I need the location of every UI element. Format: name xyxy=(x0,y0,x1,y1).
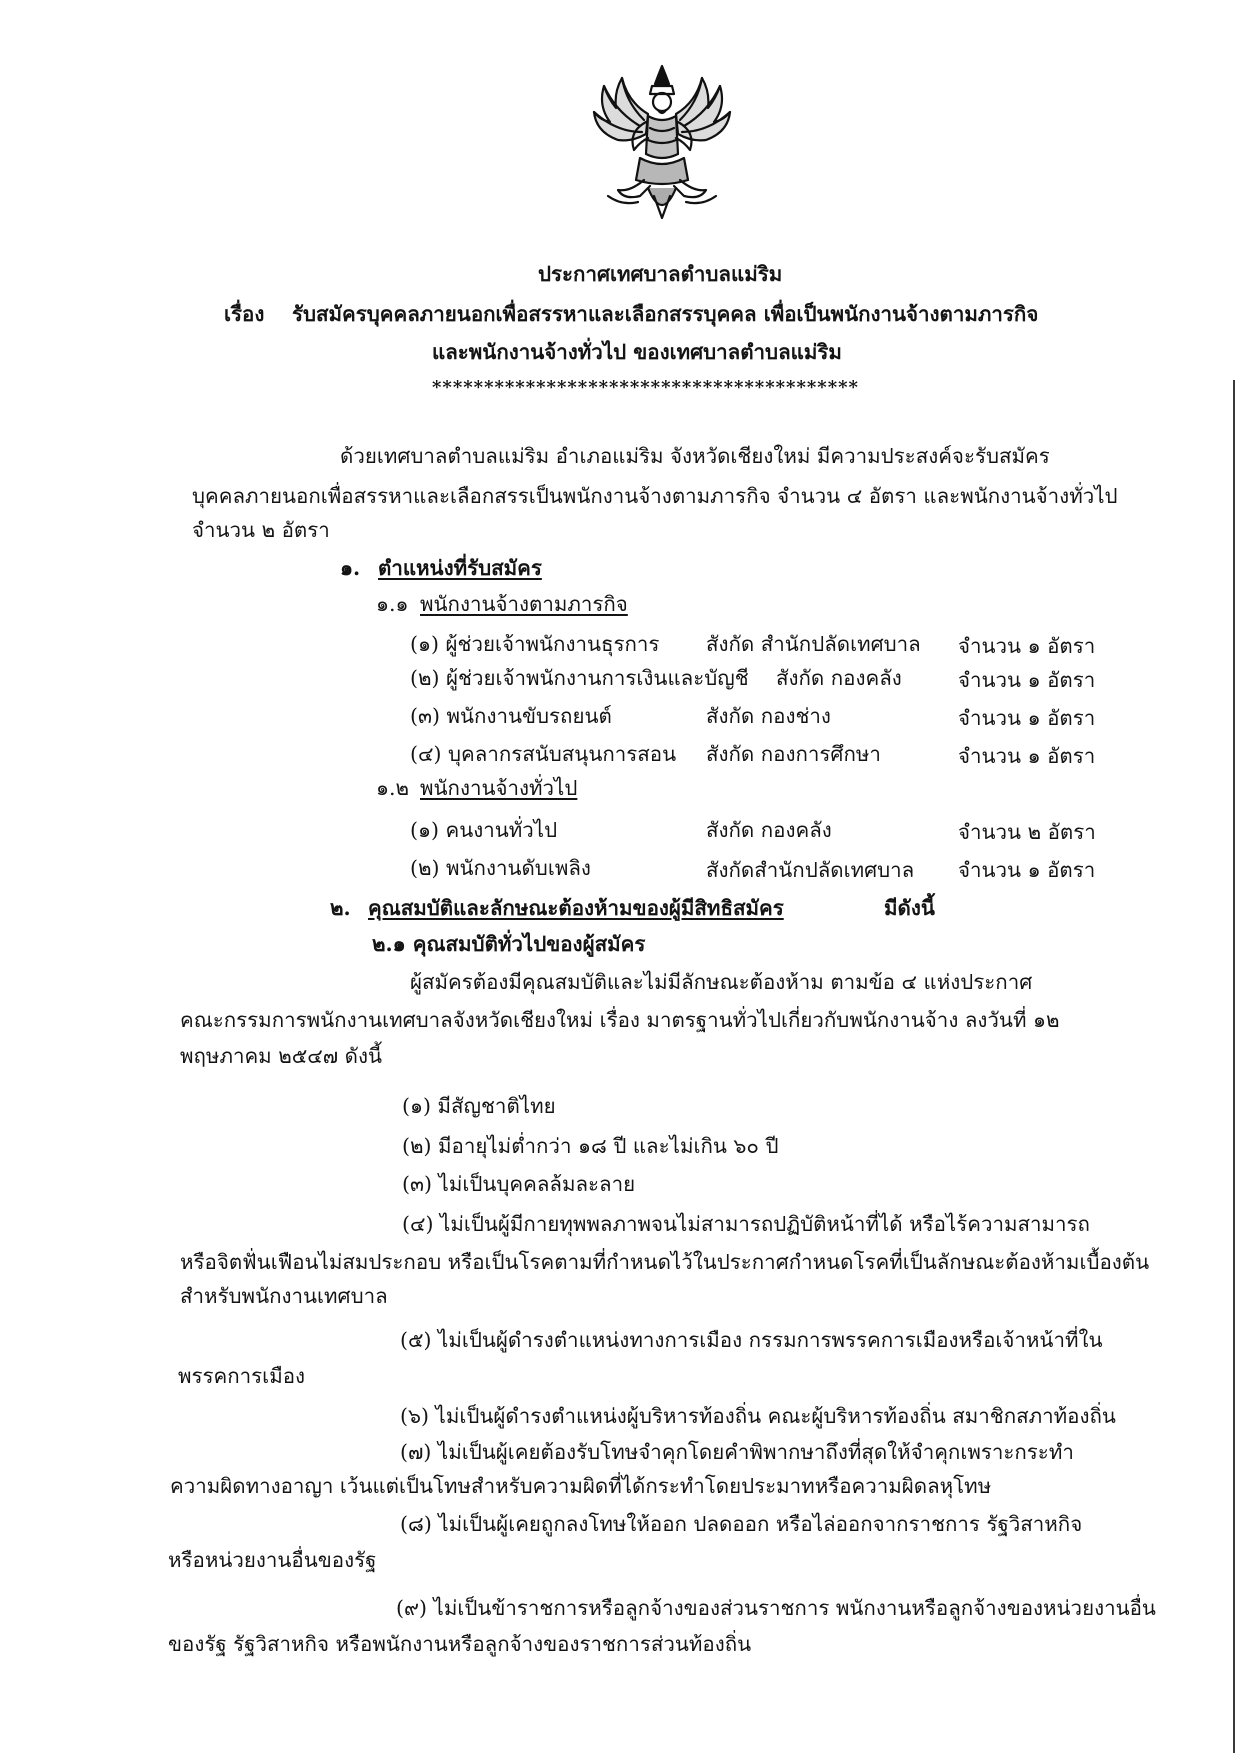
position-row-2-2-title: (๒) พนักงานดับเพลิง xyxy=(410,856,591,880)
position-row-2-1-title: (๑) คนงานทั่วไป xyxy=(410,818,558,842)
qualification-7-line-1: (๗) ไม่เป็นผู้เคยต้องรับโทษจำคุกโดยคำพิพากษาถึงที่สุดให้จำคุกเพราะกระทำ xyxy=(400,1440,1074,1464)
position-row-1-2-title: (๒) ผู้ช่วยเจ้าพนักงานการเงินและบัญชี xyxy=(410,666,749,690)
qualification-4-line-2: หรือจิตฟั่นเฟือนไม่สมประกอบ หรือเป็นโรคตามที่กำหนดไว้ในประกาศกำหนดโรคที่เป็นลักษณะต้องห้ามเบื้องต้น xyxy=(180,1250,1150,1274)
separator-stars: ***************************************** xyxy=(432,377,859,398)
section-2-1-title: ๒.๑ คุณสมบัติทั่วไปของผู้สมัคร xyxy=(372,932,646,956)
qualification-3: (๓) ไม่เป็นบุคคลล้มละลาย xyxy=(402,1172,636,1196)
position-row-1-1-dept: สังกัด สำนักปลัดเทศบาล xyxy=(706,632,921,656)
qualification-para-line-1: ผู้สมัครต้องมีคุณสมบัติและไม่มีลักษณะต้องห้าม ตามข้อ ๔ แห่งประกาศ xyxy=(410,970,1033,994)
qualification-6: (๖) ไม่เป็นผู้ดำรงตำแหน่งผู้บริหารท้องถิ่น คณะผู้บริหารท้องถิ่น สมาชิกสภาท้องถิ่น xyxy=(400,1404,1116,1428)
qualification-4-line-1: (๔) ไม่เป็นผู้มีกายทุพพลภาพจนไม่สามารถปฏิบัติหน้าที่ได้ หรือไร้ความสามารถ xyxy=(402,1212,1090,1236)
position-row-1-3-count: จำนวน ๑ อัตรา xyxy=(958,706,1096,730)
qualification-1: (๑) มีสัญชาติไทย xyxy=(402,1094,556,1118)
section-1-2-title: พนักงานจ้างทั่วไป xyxy=(420,776,578,800)
qualification-9-line-1: (๙) ไม่เป็นข้าราชการหรือลูกจ้างของส่วนราชการ พนักงานหรือลูกจ้างของหน่วยงานอื่น xyxy=(396,1596,1156,1620)
qualification-9-line-2: ของรัฐ รัฐวิสาหกิจ หรือพนักงานหรือลูกจ้างของราชการส่วนท้องถิ่น xyxy=(168,1632,752,1656)
position-row-1-3-dept: สังกัด กองช่าง xyxy=(706,704,831,728)
intro-line-2: บุคคลภายนอกเพื่อสรรหาและเลือกสรรเป็นพนักงานจ้างตามภารกิจ จำนวน ๔ อัตรา และพนักงานจ้างทั่วไป xyxy=(192,484,1118,508)
qualification-5-line-2: พรรคการเมือง xyxy=(178,1364,306,1388)
position-row-1-2-dept: สังกัด กองคลัง xyxy=(776,666,902,690)
qualification-2: (๒) มีอายุไม่ต่ำกว่า ๑๘ ปี และไม่เกิน ๖๐ ปี xyxy=(402,1134,779,1158)
qualification-5-line-1: (๕) ไม่เป็นผู้ดำรงตำแหน่งทางการเมือง กรรมการพรรคการเมืองหรือเจ้าหน้าที่ใน xyxy=(400,1328,1103,1352)
position-row-2-2-dept: สังกัดสำนักปลัดเทศบาล xyxy=(706,858,915,882)
section-1-1-title: พนักงานจ้างตามภารกิจ xyxy=(420,592,628,616)
qualification-para-line-3: พฤษภาคม ๒๕๔๗ ดังนี้ xyxy=(180,1044,383,1068)
intro-line-1: ด้วยเทศบาลตำบลแม่ริม อำเภอแม่ริม จังหวัดเชียงใหม่ มีความประสงค์จะรับสมัคร xyxy=(340,444,1050,468)
section-2-title: คุณสมบัติและลักษณะต้องห้ามของผู้มีสิทธิสมัคร xyxy=(368,896,784,920)
section-2-number: ๒. xyxy=(330,896,351,920)
position-row-1-1-title: (๑) ผู้ช่วยเจ้าพนักงานธุรการ xyxy=(410,632,660,656)
position-row-1-4-dept: สังกัด กองการศึกษา xyxy=(706,742,881,766)
position-row-2-2-count: จำนวน ๑ อัตรา xyxy=(958,858,1096,882)
section-2-title-suffix: มีดังนี้ xyxy=(884,896,935,920)
announcement-title: ประกาศเทศบาลตำบลแม่ริม xyxy=(538,262,783,286)
section-1-title: ตำแหน่งที่รับสมัคร xyxy=(378,556,542,580)
position-row-1-4-count: จำนวน ๑ อัตรา xyxy=(958,744,1096,768)
scan-edge-line xyxy=(1233,380,1235,1753)
garuda-emblem xyxy=(588,62,736,226)
qualification-8-line-2: หรือหน่วยงานอื่นของรัฐ xyxy=(168,1548,377,1572)
qualification-para-line-2: คณะกรรมการพนักงานเทศบาลจังหวัดเชียงใหม่ เรื่อง มาตรฐานทั่วไปเกี่ยวกับพนักงานจ้าง ลงวันที่ ๑๒ xyxy=(180,1008,1060,1032)
position-row-1-1-count: จำนวน ๑ อัตรา xyxy=(958,634,1096,658)
qualification-7-line-2: ความผิดทางอาญา เว้นแต่เป็นโทษสำหรับความผิดที่ได้กระทำโดยประมาทหรือความผิดลหุโทษ xyxy=(170,1474,992,1498)
position-row-1-3-title: (๓) พนักงานขับรถยนต์ xyxy=(410,704,612,728)
subject-line-1: รับสมัครบุคคลภายนอกเพื่อสรรหาและเลือกสรรบุคคล เพื่อเป็นพนักงานจ้างตามภารกิจ xyxy=(292,302,1039,326)
position-row-2-1-dept: สังกัด กองคลัง xyxy=(706,818,832,842)
intro-line-3: จำนวน ๒ อัตรา xyxy=(192,518,330,542)
section-1-number: ๑. xyxy=(340,556,361,580)
position-row-1-4-title: (๔) บุคลากรสนับสนุนการสอน xyxy=(410,742,677,766)
position-row-1-2-count: จำนวน ๑ อัตรา xyxy=(958,668,1096,692)
section-1-1-number: ๑.๑ xyxy=(376,592,409,616)
position-row-2-1-count: จำนวน ๒ อัตรา xyxy=(958,820,1096,844)
section-1-2-number: ๑.๒ xyxy=(376,776,410,800)
qualification-4-line-3: สำหรับพนักงานเทศบาล xyxy=(180,1284,388,1308)
subject-label: เรื่อง xyxy=(224,302,265,326)
qualification-8-line-1: (๘) ไม่เป็นผู้เคยถูกลงโทษให้ออก ปลดออก หรือไล่ออกจากราชการ รัฐวิสาหกิจ xyxy=(400,1512,1083,1536)
subject-line-2: และพนักงานจ้างทั่วไป ของเทศบาลตำบลแม่ริม xyxy=(432,340,842,364)
